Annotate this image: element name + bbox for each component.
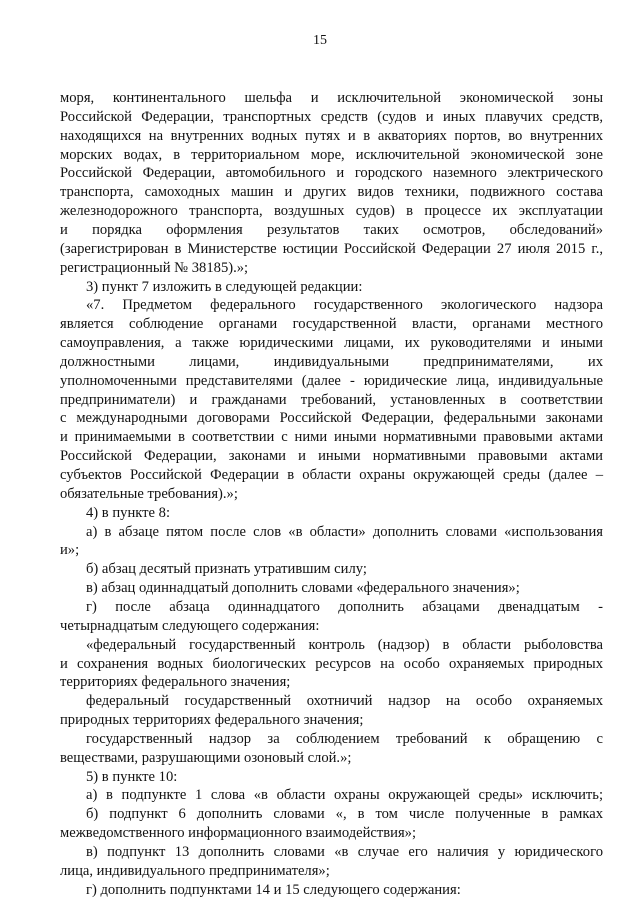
text-line: б) абзац десятый признать утратившим силу; xyxy=(86,561,367,578)
text-line: и порядка оформления результатов таких осмотров, обследований» xyxy=(60,221,603,238)
text-line: Российской Федерации, транспортных средств (судов и иных плавучих средств, xyxy=(60,108,603,125)
page-number: 15 xyxy=(313,33,327,48)
text-line: железнодорожного транспорта, воздушных судов) в процессе их эксплуатации xyxy=(60,203,603,220)
text-line: 5) в пункте 10: xyxy=(86,768,178,785)
text-line: находящихся на внутренних водных путях и в акваториях портов, во внутренних xyxy=(60,127,603,144)
text-line: 3) пункт 7 изложить в следующей редакции: xyxy=(86,278,363,295)
text-line: и сохранения водных биологических ресурсов на особо охраняемых природных xyxy=(60,655,603,672)
text-line: транспорта, самоходных машин и других видов техники, подвижного состава xyxy=(60,184,603,201)
text-line: федеральный государственный охотничий надзор на особо охраняемых xyxy=(86,693,603,710)
text-line: лица, индивидуального предпринимателя»; xyxy=(60,862,330,879)
text-line: г) после абзаца одиннадцатого дополнить абзацами двенадцатым - xyxy=(86,598,603,615)
text-line: и принимаемыми в соответствии с ними иными нормативными правовыми актами xyxy=(60,429,603,446)
text-line: и»; xyxy=(60,542,80,559)
text-line: природных территориях федерального значения; xyxy=(60,712,364,729)
text-line: четырнадцатым следующего содержания: xyxy=(60,617,320,634)
text-line: субъектов Российской Федерации в области охраны окружающей среды (далее – xyxy=(60,467,603,483)
text-line: предприниматели) и гражданами требований, установленных в соответствии xyxy=(60,391,603,408)
text-line: моря, континентального шельфа и исключительной экономической зоны xyxy=(60,90,603,106)
text-line: уполномоченными представителями (далее - юридические лица, индивидуальные xyxy=(60,372,603,389)
text-line: государственный надзор за соблюдением требований к обращению с xyxy=(86,730,603,747)
text-line: а) в подпункте 1 слова «в области охраны окружающей среды» исключить; xyxy=(86,787,603,804)
text-line: (зарегистрирован в Министерстве юстиции Российской Федерации 27 июля 2015 г., xyxy=(60,240,603,257)
text-line: является соблюдение органами государственной власти, органами местного xyxy=(60,316,603,333)
text-line: с международными договорами Российской Федерации, федеральными законами xyxy=(60,410,603,427)
text-line: а) в абзаце пятом после слов «в области» дополнить словами «использования xyxy=(86,523,603,540)
text-line: в) абзац одиннадцатый дополнить словами «федерального значения»; xyxy=(86,580,520,597)
text-line: «7. Предметом федерального государственного экологического надзора xyxy=(86,297,603,314)
text-line: обязательные требования).»; xyxy=(60,485,238,502)
text-line: б) подпункт 6 дополнить словами «, в том числе полученные в рамках xyxy=(86,806,603,823)
text-line: должностными лицами, индивидуальными предпринимателями, их xyxy=(60,353,603,370)
text-line: 4) в пункте 8: xyxy=(86,504,171,521)
text-line: регистрационный № 38185).»; xyxy=(60,259,249,276)
text-line: морских водах, в территориальном море, исключительной экономической зоне xyxy=(60,146,603,163)
text-line: самоуправления, а также юридическими лицами, их руководителями и иными xyxy=(60,335,603,352)
text-line: межведомственного информационного взаимодействия»; xyxy=(60,825,417,842)
text-line: веществами, разрушающими озоновый слой.»; xyxy=(60,749,352,766)
text-line: Российской Федерации, автомобильного и городского наземного электрического xyxy=(60,165,603,182)
text-line: г) дополнить подпунктами 14 и 15 следующего содержания: xyxy=(86,881,461,898)
text-line: в) подпункт 13 дополнить словами «в случае его наличия у юридического xyxy=(86,844,603,860)
text-line: Российской Федерации, законами и иными нормативными правовыми актами xyxy=(60,448,603,465)
text-line: территориях федерального значения; xyxy=(60,674,291,691)
text-line: «федеральный государственный контроль (надзор) в области рыболовства xyxy=(86,636,603,653)
